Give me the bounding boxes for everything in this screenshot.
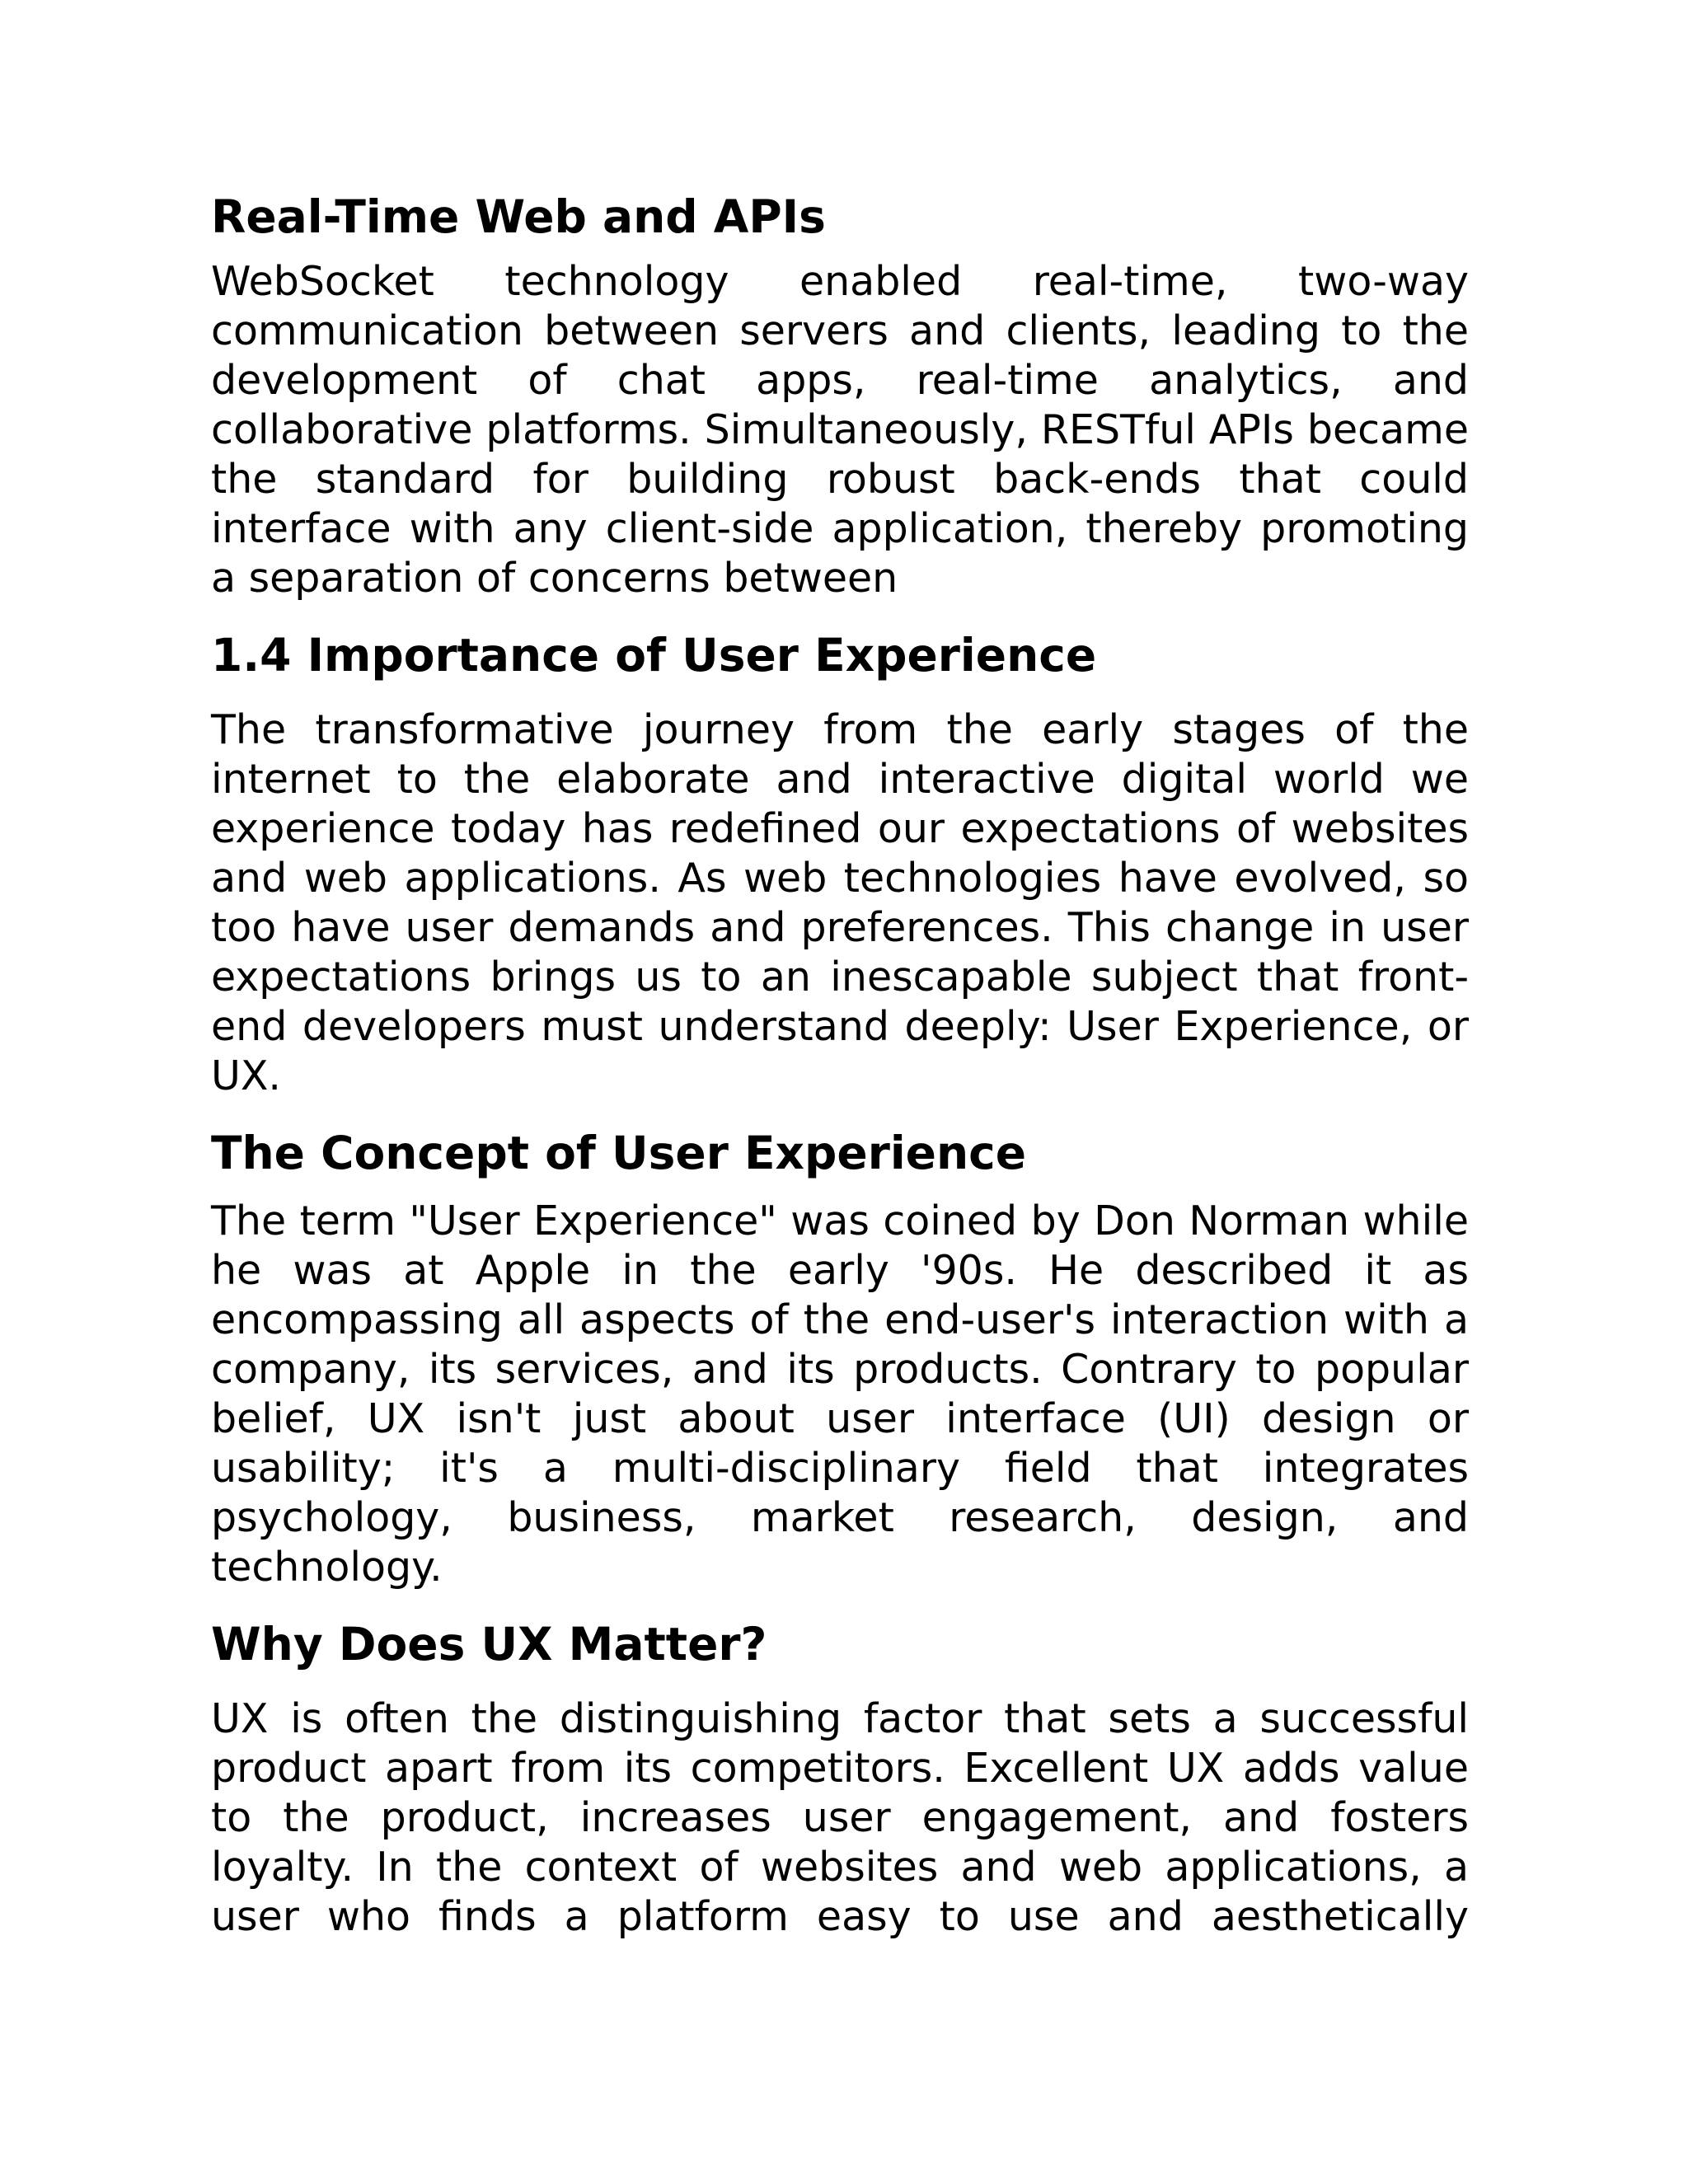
- section-paragraph: The term "User Experience" was coined by Don Norman while he was at Apple in the early '90s. He described it as encompassing all aspects of the end-user's interaction with a company, its services, and its products. Contrary to popular belief, UX isn't just about user interface (UI) design or usability; it's a multi-disciplinary field that integrates psychology, business, market research, design, and technology.: [211, 1197, 1469, 1591]
- section-heading: 1.4 Importance of User Experience: [211, 629, 1097, 682]
- section-paragraph: The transformative journey from the early stages of the internet to the elaborate and interactive digital world we experience today has redefined our expectations of websites and web applications. As web technologies have evolved, so too have user demands and preferences. This change in user expectations brings us to an inescapable subject that front-end developers must understand deeply: User Experience, or UX.: [211, 706, 1469, 1099]
- section-paragraph: UX is often the distinguishing factor that sets a successful product apart from its competitors. Excellent UX adds value to the product, increases user engagement, and fosters loyalty. In the context of websites and web applications, a user who finds a platform easy to use and aesthetically: [211, 1695, 1469, 1940]
- section-paragraph: WebSocket technology enabled real-time, two-way communication between servers and clients, leading to the development of chat apps, real-time analytics, and collaborative platforms. Simultaneously, RESTful APIs became the standard for building robust back-ends that could interface with any client-side application, thereby promoting a separation of concerns between: [211, 258, 1469, 602]
- page-content: [211, 188, 1469, 1965]
- section-why-ux-matters: [211, 1615, 1469, 1942]
- section-real-time-web: [211, 188, 1469, 603]
- section-heading: The Concept of User Experience: [211, 1127, 1027, 1179]
- section-importance-of-ux: [211, 626, 1469, 1101]
- section-heading: Real-Time Web and APIs: [211, 190, 826, 243]
- section-concept-of-ux: [211, 1124, 1469, 1592]
- section-heading: Why Does UX Matter?: [211, 1618, 767, 1671]
